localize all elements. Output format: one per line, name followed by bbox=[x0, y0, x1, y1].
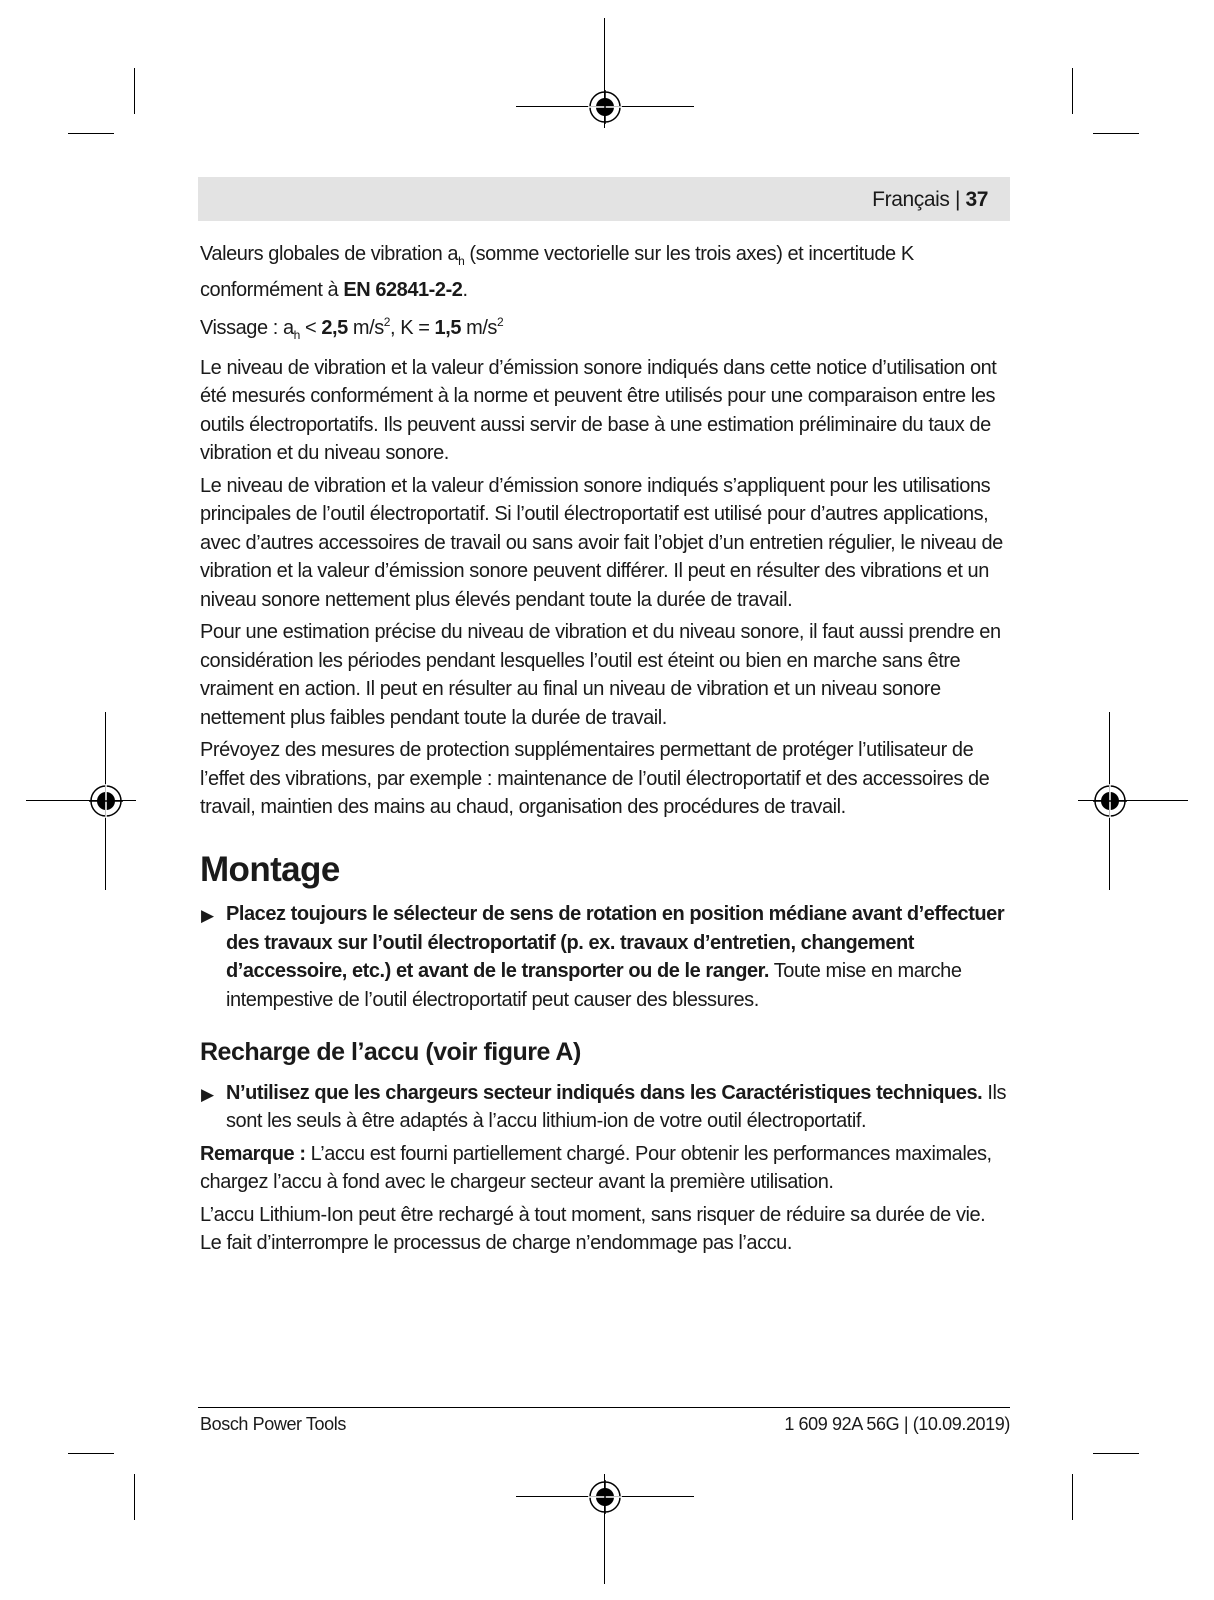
footer-doc-id: 1 609 92A 56G | (10.09.2019) bbox=[784, 1414, 1010, 1434]
crop-mark bbox=[1093, 133, 1139, 134]
bullet-bold-text: N’utilisez que les chargeurs secteur indiqués dans les Caractéristiques techniques. bbox=[226, 1081, 983, 1104]
registration-target-icon bbox=[1093, 784, 1127, 818]
vissage-values bbox=[200, 308, 1010, 350]
vissage-label: Vissage : a bbox=[200, 317, 294, 339]
paragraph: Le niveau de vibration et la valeur d’émission sonore indiqués s’appliquent pour les utilisations principales de l’outil électroportatif. Si l’outil électroportatif est utilisé pour d’autres applications, avec d’autres accessoires de travail ou sans avoir fait l’objet d’un entretien régulier, le niveau de vibration et la valeur d’émission sonore peuvent différer. Il peut en résulter des vibrations et un niveau sonore nettement plus élevés pendant toute la durée de travail. bbox=[200, 474, 1003, 611]
header-text bbox=[872, 188, 988, 212]
superscript: 2 bbox=[496, 315, 504, 329]
subscript: h bbox=[293, 328, 300, 342]
page-content bbox=[200, 240, 1010, 1262]
vibration-text: Valeurs globales de vibration a bbox=[200, 243, 459, 265]
bullet-bold-text: Placez toujours le sélecteur de sens de rotation en position médiane avant d’effectuer des travaux sur l’outil électroportatif (p. ex. travaux d’entretien, changement d’accessoire, etc.) et avant de le transporter ou de le ranger. bbox=[226, 903, 1005, 982]
bullet-text: Toute mise en marche intempestive de l’outil électroportatif peut causer des blessures. bbox=[226, 960, 962, 1011]
registration-target-icon bbox=[588, 1480, 622, 1514]
vibration-text: (somme vectorielle sur les trois axes) et incertitude K conformément à bbox=[200, 243, 914, 301]
safety-bullet bbox=[200, 1079, 1010, 1136]
vissage-value: 2,5 bbox=[321, 317, 348, 339]
header-separator: | bbox=[954, 188, 960, 211]
footer-brand: Bosch Power Tools bbox=[200, 1414, 346, 1434]
crop-mark bbox=[68, 133, 114, 134]
crop-mark bbox=[68, 1453, 114, 1454]
k-label: , K = bbox=[390, 317, 435, 339]
standard-ref: EN 62841-2-2 bbox=[343, 278, 463, 301]
paragraph: Pour une estimation précise du niveau de vibration et du niveau sonore, il faut aussi prendre en considération les périodes pendant lesquelles l’outil est éteint ou bien en marche sans être vraiment en action. Il peut en résulter au final un niveau de vibration et un niveau sonore nettement plus faibles pendant toute la durée de travail. bbox=[200, 621, 1001, 729]
crop-mark bbox=[134, 68, 135, 114]
paragraph: L’accu Lithium-Ion peut être rechargé à tout moment, sans risquer de réduire sa durée de vie. Le fait d’interrompre le processus de charge n’endommage pas l’accu. bbox=[200, 1203, 986, 1254]
bullet-text: Ils sont les seuls à être adaptés à l’accu lithium-ion de votre outil électroportatif. bbox=[226, 1081, 1007, 1132]
k-value: 1,5 bbox=[434, 317, 461, 339]
safety-bullet bbox=[200, 900, 1010, 1014]
vibration-text: . bbox=[462, 278, 468, 301]
section-title-montage: Montage bbox=[200, 849, 340, 889]
page-header bbox=[198, 177, 1010, 221]
registration-target-icon bbox=[89, 784, 123, 818]
registration-target-icon bbox=[588, 90, 622, 124]
vissage-text: < bbox=[299, 317, 322, 339]
unit: m/s bbox=[347, 317, 384, 339]
crop-mark bbox=[1072, 68, 1073, 114]
crop-mark bbox=[1093, 1453, 1139, 1454]
superscript: 2 bbox=[383, 315, 390, 329]
triangle-bullet-icon: ▶ bbox=[201, 1084, 214, 1104]
triangle-bullet-icon: ▶ bbox=[201, 906, 214, 925]
unit: m/s bbox=[461, 317, 497, 339]
vibration-values bbox=[200, 240, 1010, 304]
crop-mark bbox=[134, 1474, 135, 1520]
remark bbox=[200, 1140, 1010, 1197]
page-number: 37 bbox=[965, 188, 988, 211]
remark-label: Remarque : bbox=[200, 1142, 306, 1165]
paragraph: Le niveau de vibration et la valeur d’émission sonore indiqués dans cette notice d’utilisation ont été mesurés conformément à la norme et peuvent être utilisés pour une comparaison entre les outils électroportatifs. Ils peuvent aussi servir de base à une estimation préliminaire du taux de vibration et du niveau sonore. bbox=[200, 356, 997, 464]
header-language: Français bbox=[872, 188, 950, 211]
footer-rule bbox=[198, 1407, 1010, 1408]
section-title-recharge: Recharge de l’accu (voir figure A) bbox=[200, 1038, 581, 1066]
paragraph: Prévoyez des mesures de protection supplémentaires permettant de protéger l’utilisateur de l’effet des vibrations, par exemple : maintenance de l’outil électroportatif et des accessoires de travail, maintien des mains au chaud, organisation des procédures de travail. bbox=[200, 739, 990, 818]
crop-mark bbox=[1072, 1474, 1073, 1520]
subscript: h bbox=[458, 254, 465, 268]
remark-text: L’accu est fourni partiellement chargé. Pour obtenir les performances maximales, chargez l’accu à fond avec le chargeur secteur avant la première utilisation. bbox=[200, 1142, 992, 1193]
